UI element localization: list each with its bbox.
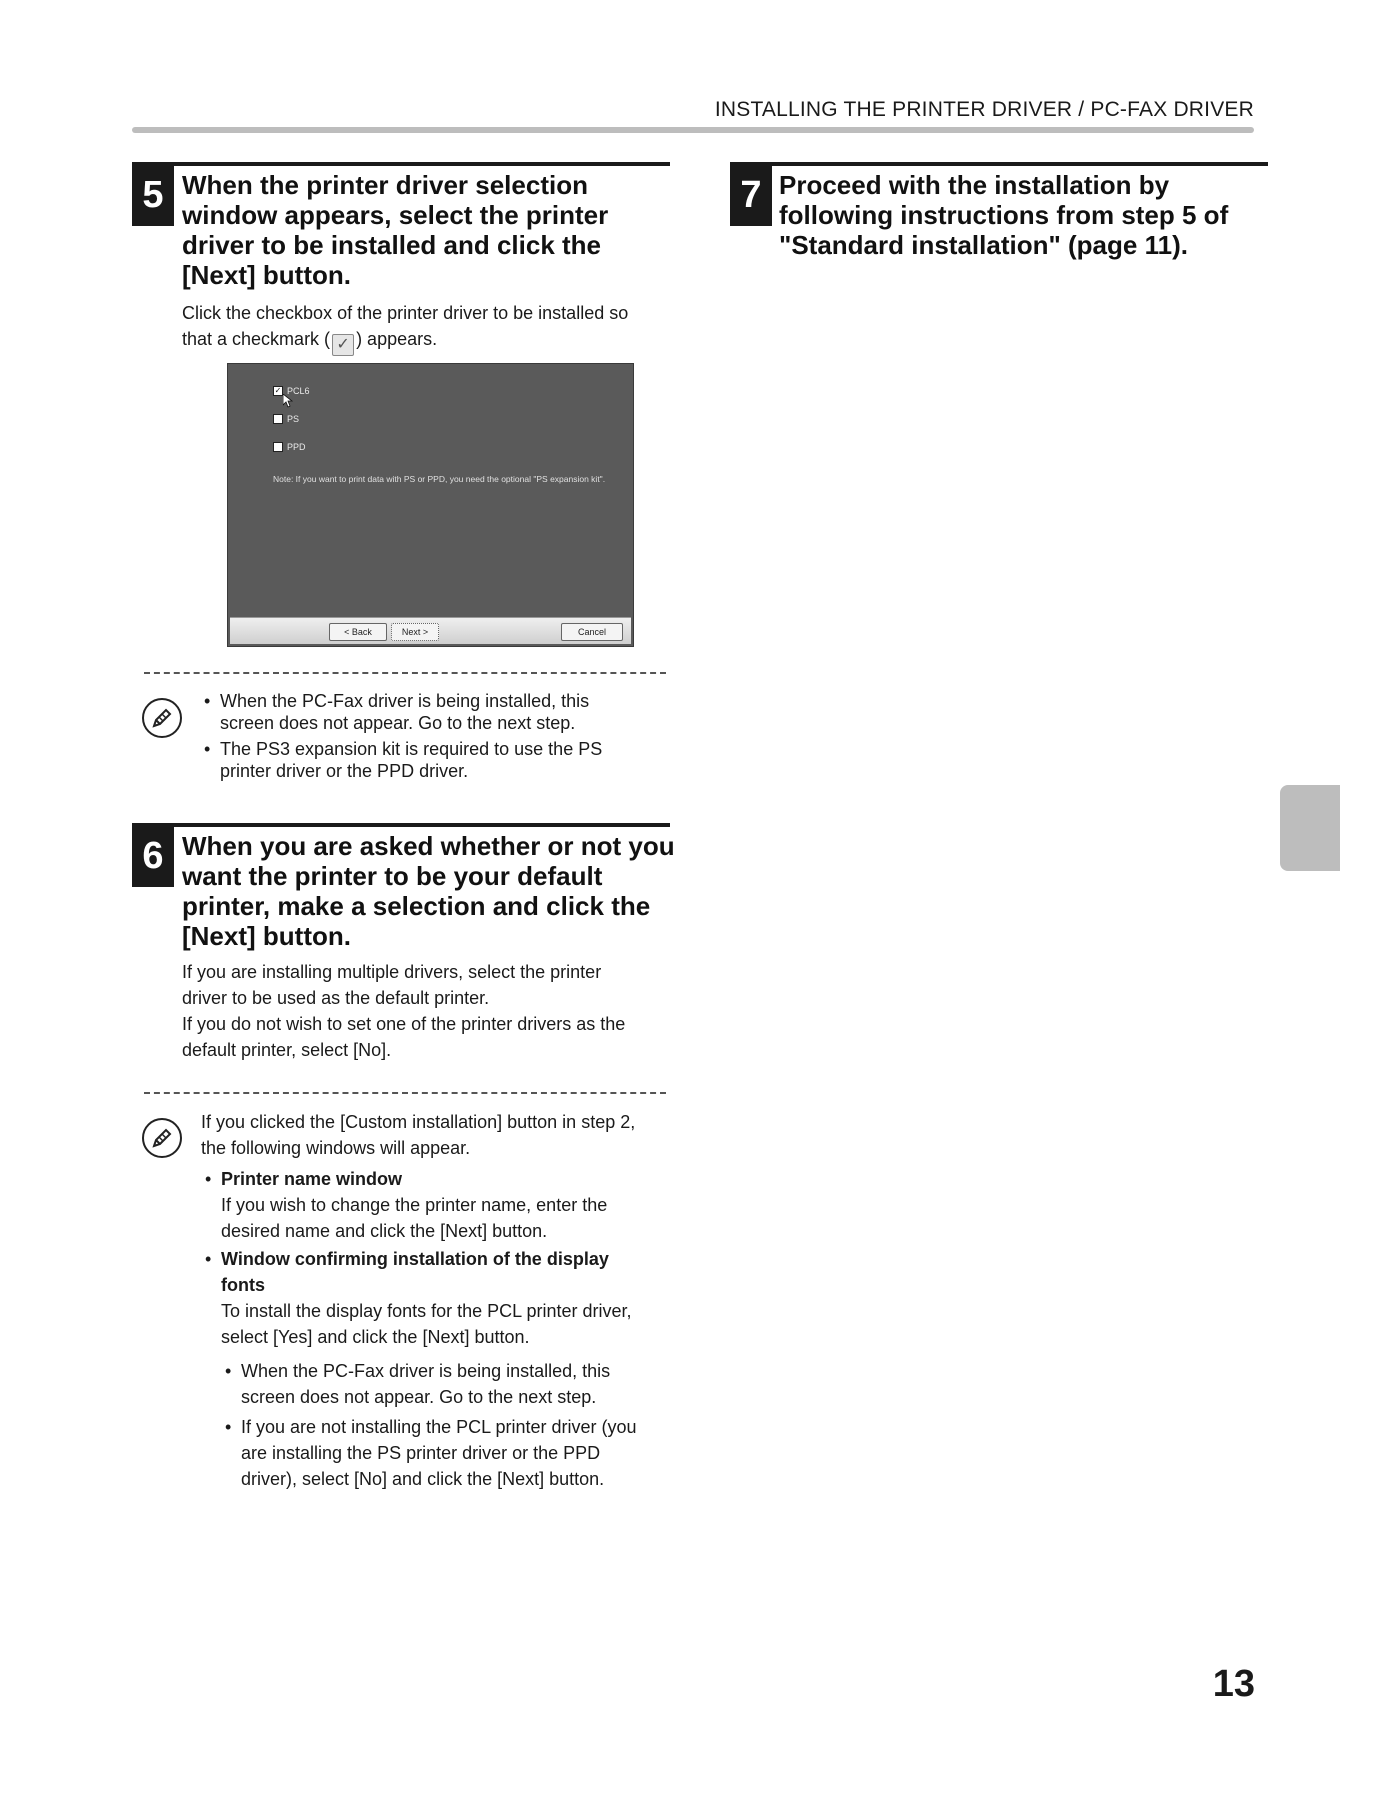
- step7-title-line: following instructions from step 5 of: [779, 200, 1229, 230]
- sub-item-line: driver), select [No] and click the [Next] button.: [241, 1469, 605, 1489]
- step6-note-intro: [201, 1109, 671, 1161]
- step5-body-line: Click the checkbox of the printer driver to be installed so: [182, 303, 629, 323]
- step7-number: 7: [730, 166, 772, 226]
- dialog-checkbox[interactable]: ✓: [274, 386, 282, 395]
- sub-item: [225, 1414, 671, 1492]
- step5-title: [182, 170, 608, 290]
- next-button[interactable]: Next >: [391, 623, 439, 641]
- step6-body: [182, 959, 625, 1063]
- step5-note-separator: [144, 672, 666, 674]
- note-line: • When the PC-Fax driver is being installed, this: [220, 691, 590, 711]
- dialog-button-bar: [230, 617, 631, 644]
- step5-body-line: [182, 326, 628, 356]
- sub-item-line: • If you are not installing the PCL printer driver (you: [241, 1417, 637, 1437]
- note-item-title: • Window confirming installation of the display: [221, 1249, 609, 1269]
- step5-title-line: When the printer driver selection: [182, 170, 588, 200]
- note-item-display-fonts: [205, 1246, 671, 1350]
- dialog-option-label: PCL6: [287, 386, 310, 396]
- step5-body: [182, 300, 628, 356]
- note-item: [204, 690, 664, 734]
- dialog-checkbox[interactable]: [273, 414, 283, 424]
- page-header-title: INSTALLING THE PRINTER DRIVER / PC-FAX DRIVER: [714, 98, 1254, 121]
- step6-title-line: When you are asked whether or not you: [182, 831, 675, 861]
- step5-rule: [132, 162, 670, 166]
- note-line: screen does not appear. Go to the next step.: [220, 713, 576, 733]
- cursor-icon: [283, 394, 293, 408]
- note-item-body: To install the display fonts for the PCL printer driver,: [221, 1301, 632, 1321]
- header-rule: [132, 127, 1254, 133]
- checkmark-icon: ✓: [332, 334, 354, 356]
- note-item-printer-name: [205, 1166, 671, 1244]
- note-line: • The PS3 expansion kit is required to use the PS: [220, 739, 603, 759]
- note-item-title: • Printer name window: [221, 1169, 403, 1189]
- step6-body-line: driver to be used as the default printer.: [182, 988, 490, 1008]
- step5-notes: [204, 690, 664, 786]
- step6-note-items: [205, 1166, 671, 1354]
- step5-number: 5: [132, 166, 174, 226]
- step7-title-line: Proceed with the installation by: [779, 170, 1170, 200]
- dialog-checkbox[interactable]: [273, 442, 283, 452]
- back-button[interactable]: < Back: [329, 623, 387, 641]
- step6-title-line: want the printer to be your default: [182, 861, 603, 891]
- page-number: 13: [1212, 1663, 1255, 1705]
- sub-item-line: • When the PC-Fax driver is being installed, this: [241, 1361, 611, 1381]
- pencil-icon: [150, 706, 174, 730]
- step6-title-line: [Next] button.: [182, 921, 351, 951]
- step6-body-line: If you are installing multiple drivers, select the printer: [182, 962, 602, 982]
- pencil-icon: [150, 1126, 174, 1150]
- step6-title: [182, 831, 675, 951]
- dialog-option-ps[interactable]: [273, 414, 299, 424]
- step5-body-text: that a checkmark (: [182, 329, 331, 349]
- note-item-body: desired name and click the [Next] button.: [221, 1221, 548, 1241]
- step6-sub-items: [225, 1358, 671, 1496]
- note-item-body: select [Yes] and click the [Next] button.: [221, 1327, 530, 1347]
- step5-title-line: driver to be installed and click the: [182, 230, 602, 260]
- dialog-note: Note: If you want to print data with PS or PPD, you need the optional "PS expansion kit".: [273, 474, 606, 484]
- step6-title-line: printer, make a selection and click the: [182, 891, 651, 921]
- step6-body-line: default printer, select [No].: [182, 1040, 392, 1060]
- dialog-option-label: PS: [287, 414, 300, 424]
- sub-item-line: are installing the PS printer driver or the PPD: [241, 1443, 601, 1463]
- chapter-side-tab: [1280, 785, 1340, 871]
- note-intro-line: If you clicked the [Custom installation] button in step 2,: [201, 1112, 636, 1132]
- dialog-option-label: PPD: [287, 442, 306, 452]
- step6-note-separator: [144, 1092, 666, 1094]
- step7-title-line: "Standard installation" (page 11).: [779, 230, 1188, 260]
- note-intro-line: the following windows will appear.: [201, 1138, 471, 1158]
- driver-selection-dialog: [227, 363, 634, 647]
- note-line: printer driver or the PPD driver.: [220, 761, 469, 781]
- note-item-title: fonts: [221, 1275, 265, 1295]
- sub-item: [225, 1358, 671, 1410]
- note-icon: [142, 698, 182, 738]
- step6-rule: [132, 823, 670, 827]
- note-item-body: If you wish to change the printer name, enter the: [221, 1195, 608, 1215]
- step7-rule: [730, 162, 1268, 166]
- cancel-button[interactable]: Cancel: [561, 623, 623, 641]
- step7-title: [779, 170, 1228, 260]
- step6-body-line: If you do not wish to set one of the printer drivers as the: [182, 1014, 626, 1034]
- step5-title-line: window appears, select the printer: [182, 200, 609, 230]
- step5-title-line: [Next] button.: [182, 260, 351, 290]
- note-item: [204, 738, 664, 782]
- step5-body-text: ) appears.: [356, 329, 438, 349]
- dialog-option-ppd[interactable]: [273, 442, 306, 452]
- note-icon: [142, 1118, 182, 1158]
- sub-item-line: screen does not appear. Go to the next step.: [241, 1387, 597, 1407]
- step6-number: 6: [132, 827, 174, 887]
